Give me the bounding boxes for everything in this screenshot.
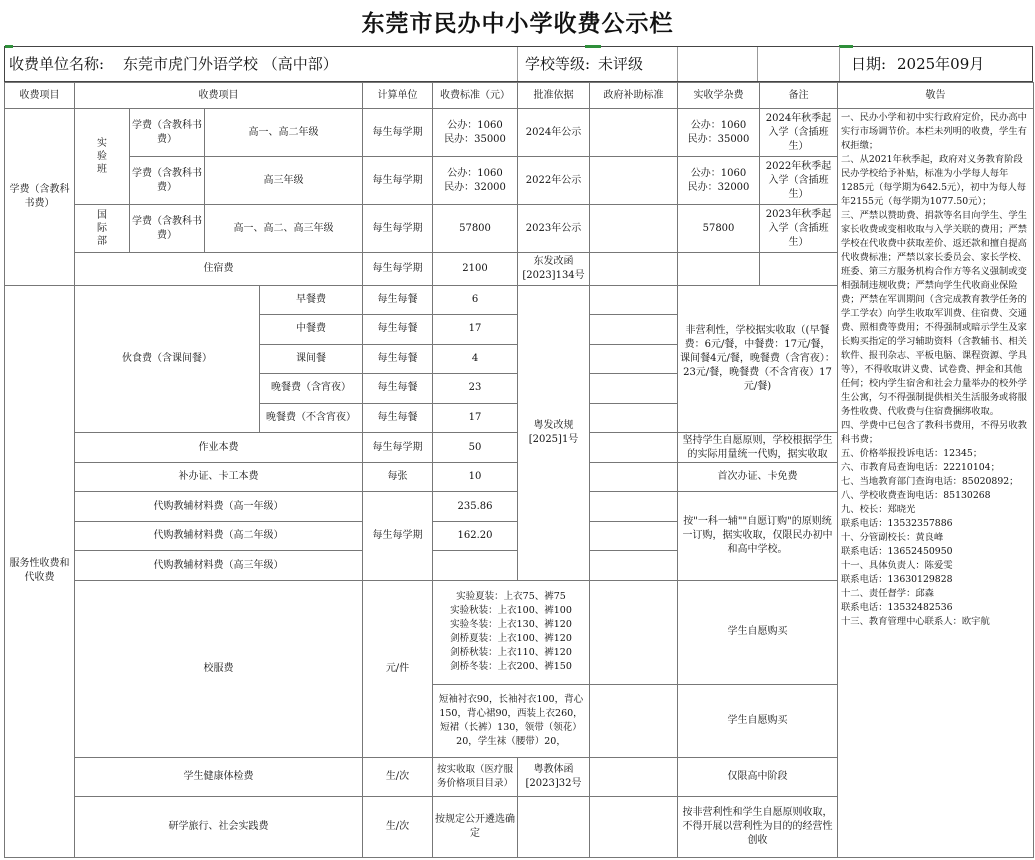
uniform-standard-b: 短袖衬衣90，长袖衬衣100，背心150，背心裙90，西装上衣260，短裙（长裤）130，领带（领花）20，学生袜（腰带）20，: [433, 684, 590, 757]
books-subsidy: [590, 551, 678, 581]
notice-line: 八、学校收费查询电话：85130268: [841, 490, 991, 502]
uniform-subsidy: [590, 684, 678, 757]
notice-line: 四、学费中已包含了教科书费用，不得另收教科书费；: [841, 420, 1027, 446]
card-unit: 每张: [363, 462, 433, 492]
tuition-item: 学费（含教科书费）: [130, 205, 205, 253]
meal-standard: 6: [433, 285, 518, 315]
tuition-unit: 每生每学期: [363, 157, 433, 205]
page-title: 东莞市民办中小学收费公示栏: [361, 11, 674, 37]
notice-line: 二、从2021年秋季起，政府对义务教育阶段民办学校给予补贴，标准为小学每人每年1285元（每学期为642.5元），初中为每人每年2155元（每学期为1077.50元）；: [841, 154, 1027, 208]
books-remark: 按"一科一辅""自愿订购"的原则统一订购，据实收取，仅限民办初中和高中学校。: [678, 492, 838, 581]
study-tour-item: 研学旅行、社会实践费: [75, 796, 363, 857]
grade-label: 学校等级:: [525, 55, 591, 73]
meal-standard: 23: [433, 374, 518, 404]
header-bar: [4, 46, 1033, 82]
intl-class-label: 国际部: [97, 210, 107, 248]
notice-line: 联系电话：13532482536: [841, 602, 953, 614]
study-tour-standard: 按规定公开遴选确定: [433, 796, 518, 857]
meal-subsidy: [590, 285, 678, 315]
pilot-class-label: 实验班: [97, 138, 107, 176]
notice-line: 联系电话：13630129828: [841, 574, 953, 586]
notice-line: 五、价格举报投诉电话：12345；: [841, 448, 983, 460]
study-tour-unit: 生/次: [363, 796, 433, 857]
meal-standard: 17: [433, 315, 518, 345]
table-row: [5, 109, 1034, 157]
tuition-basis: 2022年公示: [518, 157, 590, 205]
notice-line: 联系电话：13652450950: [841, 546, 953, 558]
study-tour-subsidy: [590, 796, 678, 857]
books-standard: 162.20: [433, 521, 518, 551]
tuition-remark: 2023年秋季起入学（含插班生）: [760, 205, 838, 253]
uniform-standard-a: 实验夏装：上衣75、裤75 实验秋装：上衣100、裤100 实验冬装：上衣130、裤120 剑桥夏装：上衣100、裤120 剑桥秋装：上衣110、裤120 剑桥冬装：上衣200、裤150: [433, 580, 590, 684]
col-header-remark: 备注: [760, 83, 838, 109]
books-standard: [433, 551, 518, 581]
tuition-subsidy: [590, 205, 678, 253]
meal-subsidy: [590, 344, 678, 374]
meal-remark: 非营利性，学校据实收取（(早餐费：6元/餐，中餐费：17元/餐，课间餐4元/餐，晚餐费（含宵夜）：23元/餐，晚餐费（不含宵夜）17元/餐): [678, 285, 838, 433]
card-remark: 首次办证、卡免费: [678, 462, 838, 492]
workbook-subsidy: [590, 433, 678, 463]
col-header-unit: 计算单位: [363, 83, 433, 109]
notice-line: 联系电话：13532357886: [841, 518, 953, 530]
date-label: 日期:: [851, 55, 887, 73]
meal-unit: 每生每餐: [363, 285, 433, 315]
workbook-standard: 50: [433, 433, 518, 463]
table-header-row: [5, 83, 1034, 109]
meal-item: 晚餐费（含宵夜）: [260, 374, 363, 404]
tuition-grade: 高一、高二、高三年级: [205, 205, 363, 253]
books-unit: 每生每学期: [363, 492, 433, 581]
books-item: 代购教辅材料费（高二年级）: [75, 521, 363, 551]
uniform-subsidy: [590, 580, 678, 684]
card-standard: 10: [433, 462, 518, 492]
meal-standard: 17: [433, 403, 518, 433]
meal-subsidy: [590, 403, 678, 433]
meal-unit: 每生每餐: [363, 403, 433, 433]
tuition-item: 学费（含教科书费）: [130, 109, 205, 157]
col-header-basis: 批准依据: [518, 83, 590, 109]
category-tuition: 学费（含教科书费）: [5, 109, 75, 285]
tuition-subsidy: [590, 157, 678, 205]
date-value: 2025年09月: [897, 55, 985, 73]
uniform-remark-a: 学生自愿购买: [678, 580, 838, 684]
books-item: 代购教辅材料费（高三年级）: [75, 551, 363, 581]
meal-subsidy: [590, 315, 678, 345]
meal-standard: 4: [433, 344, 518, 374]
tuition-unit: 每生每学期: [363, 109, 433, 157]
workbook-unit: 每生每学期: [363, 433, 433, 463]
dorm-unit: 每生每学期: [363, 253, 433, 286]
unit-label: 收费单位名称:: [9, 55, 105, 73]
uniform-remark-b: 学生自愿购买: [678, 684, 838, 757]
meal-item: 早餐费: [260, 285, 363, 315]
service-basis: 粤发改规 [2025]1号: [518, 285, 590, 580]
workbook-remark: 坚持学生自愿原则，学校根据学生的实际用量统一代购，据实收取: [678, 433, 838, 463]
tuition-item: 学费（含教科书费）: [130, 157, 205, 205]
uniform-unit: 元/件: [363, 580, 433, 757]
tuition-subsidy: [590, 109, 678, 157]
tuition-grade: 高一、高二年级: [205, 109, 363, 157]
notice-line: 七、当地教育部门查询电话：85020892；: [841, 476, 1019, 488]
dorm-standard: 2100: [433, 253, 518, 286]
fee-table: [4, 82, 1034, 858]
health-subsidy: [590, 758, 678, 797]
card-item: 补办证、卡工本费: [75, 462, 363, 492]
notice-line: 六、市教育局查询电话：22210104；: [841, 462, 1000, 474]
col-header-actual: 实收学杂费: [678, 83, 760, 109]
tuition-actual: 公办：1060 民办：32000: [678, 157, 760, 205]
dorm-basis: 东发改函 [2023]134号: [518, 253, 590, 286]
notice-line: 十二、责任督学：邱森: [841, 588, 934, 600]
card-subsidy: [590, 462, 678, 492]
dorm-remark: [760, 253, 838, 286]
tuition-remark: 2022年秋季起入学（含插班生）: [760, 157, 838, 205]
notice-line: 三、严禁以赞助费、捐款等名目向学生、学生家长收费或变相收取与入学关联的费用；严禁学校在代收费中获取差价、返还款和擅自提高代收费标准；严禁以家长委员会、家长学校、班委、第三方服务机构合作方等名义强制或变相强制违规收费；严禁向学生代收商业保险费；严禁在军训期间（含完成教育教学任务的学工学农）向学生收取军训费、住宿费、交通费、照相费等费用；不得强制或暗示学生及家长购买指定的学习辅助资料（含教辅书、相关软件、报刊杂志、平板电脑、课程资源、学具等），不得收取讲义费、试卷费、押金和其他任何；校内学生宿舍和社会力量举办的校外学生公寓，匀不得强制提供相关生活服务或将服务性收费、代收费与住宿费捆绑收取。: [841, 210, 1027, 418]
tuition-basis: 2023年公示: [518, 205, 590, 253]
tuition-standard: 公办：1060 民办：35000: [433, 109, 518, 157]
tuition-actual: 公办：1060 民办：35000: [678, 109, 760, 157]
books-item: 代购教辅材料费（高一年级）: [75, 492, 363, 522]
health-standard: 按实收取（医疗服务价格项目目录）: [433, 758, 518, 797]
dorm-actual: [678, 253, 760, 286]
study-tour-remark: 按非营利性和学生自愿原则收取，不得开展以营利性为目的的经营性创收: [678, 796, 838, 857]
tuition-standard: 公办：1060 民办：32000: [433, 157, 518, 205]
notice-line: 十、分管副校长：黄良峰: [841, 532, 944, 544]
dorm-subsidy: [590, 253, 678, 286]
uniform-item: 校服费: [75, 580, 363, 757]
col-header-standard: 收费标准（元）: [433, 83, 518, 109]
books-standard: 235.86: [433, 492, 518, 522]
col-header-category: 收费项目: [5, 83, 75, 109]
tuition-basis: 2024年公示: [518, 109, 590, 157]
meal-item: 课间餐: [260, 344, 363, 374]
meal-item: 晚餐费（不含宵夜）: [260, 403, 363, 433]
meal-item: 中餐费: [260, 315, 363, 345]
books-subsidy: [590, 492, 678, 522]
meal-unit: 每生每餐: [363, 315, 433, 345]
meal-unit: 每生每餐: [363, 344, 433, 374]
tuition-actual: 57800: [678, 205, 760, 253]
category-service: 服务性收费和代收费: [5, 285, 75, 857]
unit-name: 东莞市虎门外语学校 （高中部）: [123, 55, 338, 73]
tuition-grade: 高三年级: [205, 157, 363, 205]
study-tour-basis: [518, 796, 590, 857]
health-unit: 生/次: [363, 758, 433, 797]
meal-subsidy: [590, 374, 678, 404]
meal-unit: 每生每餐: [363, 374, 433, 404]
tuition-unit: 每生每学期: [363, 205, 433, 253]
dorm-item: 住宿费: [75, 253, 363, 286]
tuition-standard: 57800: [433, 205, 518, 253]
col-header-notice: 敬告: [838, 83, 1034, 109]
notice-line: 十三、教育管理中心联系人：欧宇航: [841, 616, 990, 628]
notice-line: 十一、具体负责人：陈爱雯: [841, 560, 953, 572]
col-header-subsidy: 政府补助标准: [590, 83, 678, 109]
tuition-remark: 2024年秋季起入学（含插班生）: [760, 109, 838, 157]
health-basis: 粤教体函 [2023]32号: [518, 758, 590, 797]
meal-group: 伙食费（含课间餐）: [75, 285, 260, 433]
health-item: 学生健康体检费: [75, 758, 363, 797]
col-header-item: 收费项目: [75, 83, 363, 109]
grade-value: 未评级: [598, 55, 644, 73]
notice-panel: [838, 109, 1034, 858]
health-remark: 仅限高中阶段: [678, 758, 838, 797]
notice-line: 九、校长：郑晓光: [841, 504, 916, 516]
books-subsidy: [590, 521, 678, 551]
notice-line: 一、民办小学和初中实行政府定价，民办高中实行市场调节价。本栏未列明的收费，学生有权拒缴；: [841, 112, 1027, 152]
workbook-item: 作业本费: [75, 433, 363, 463]
